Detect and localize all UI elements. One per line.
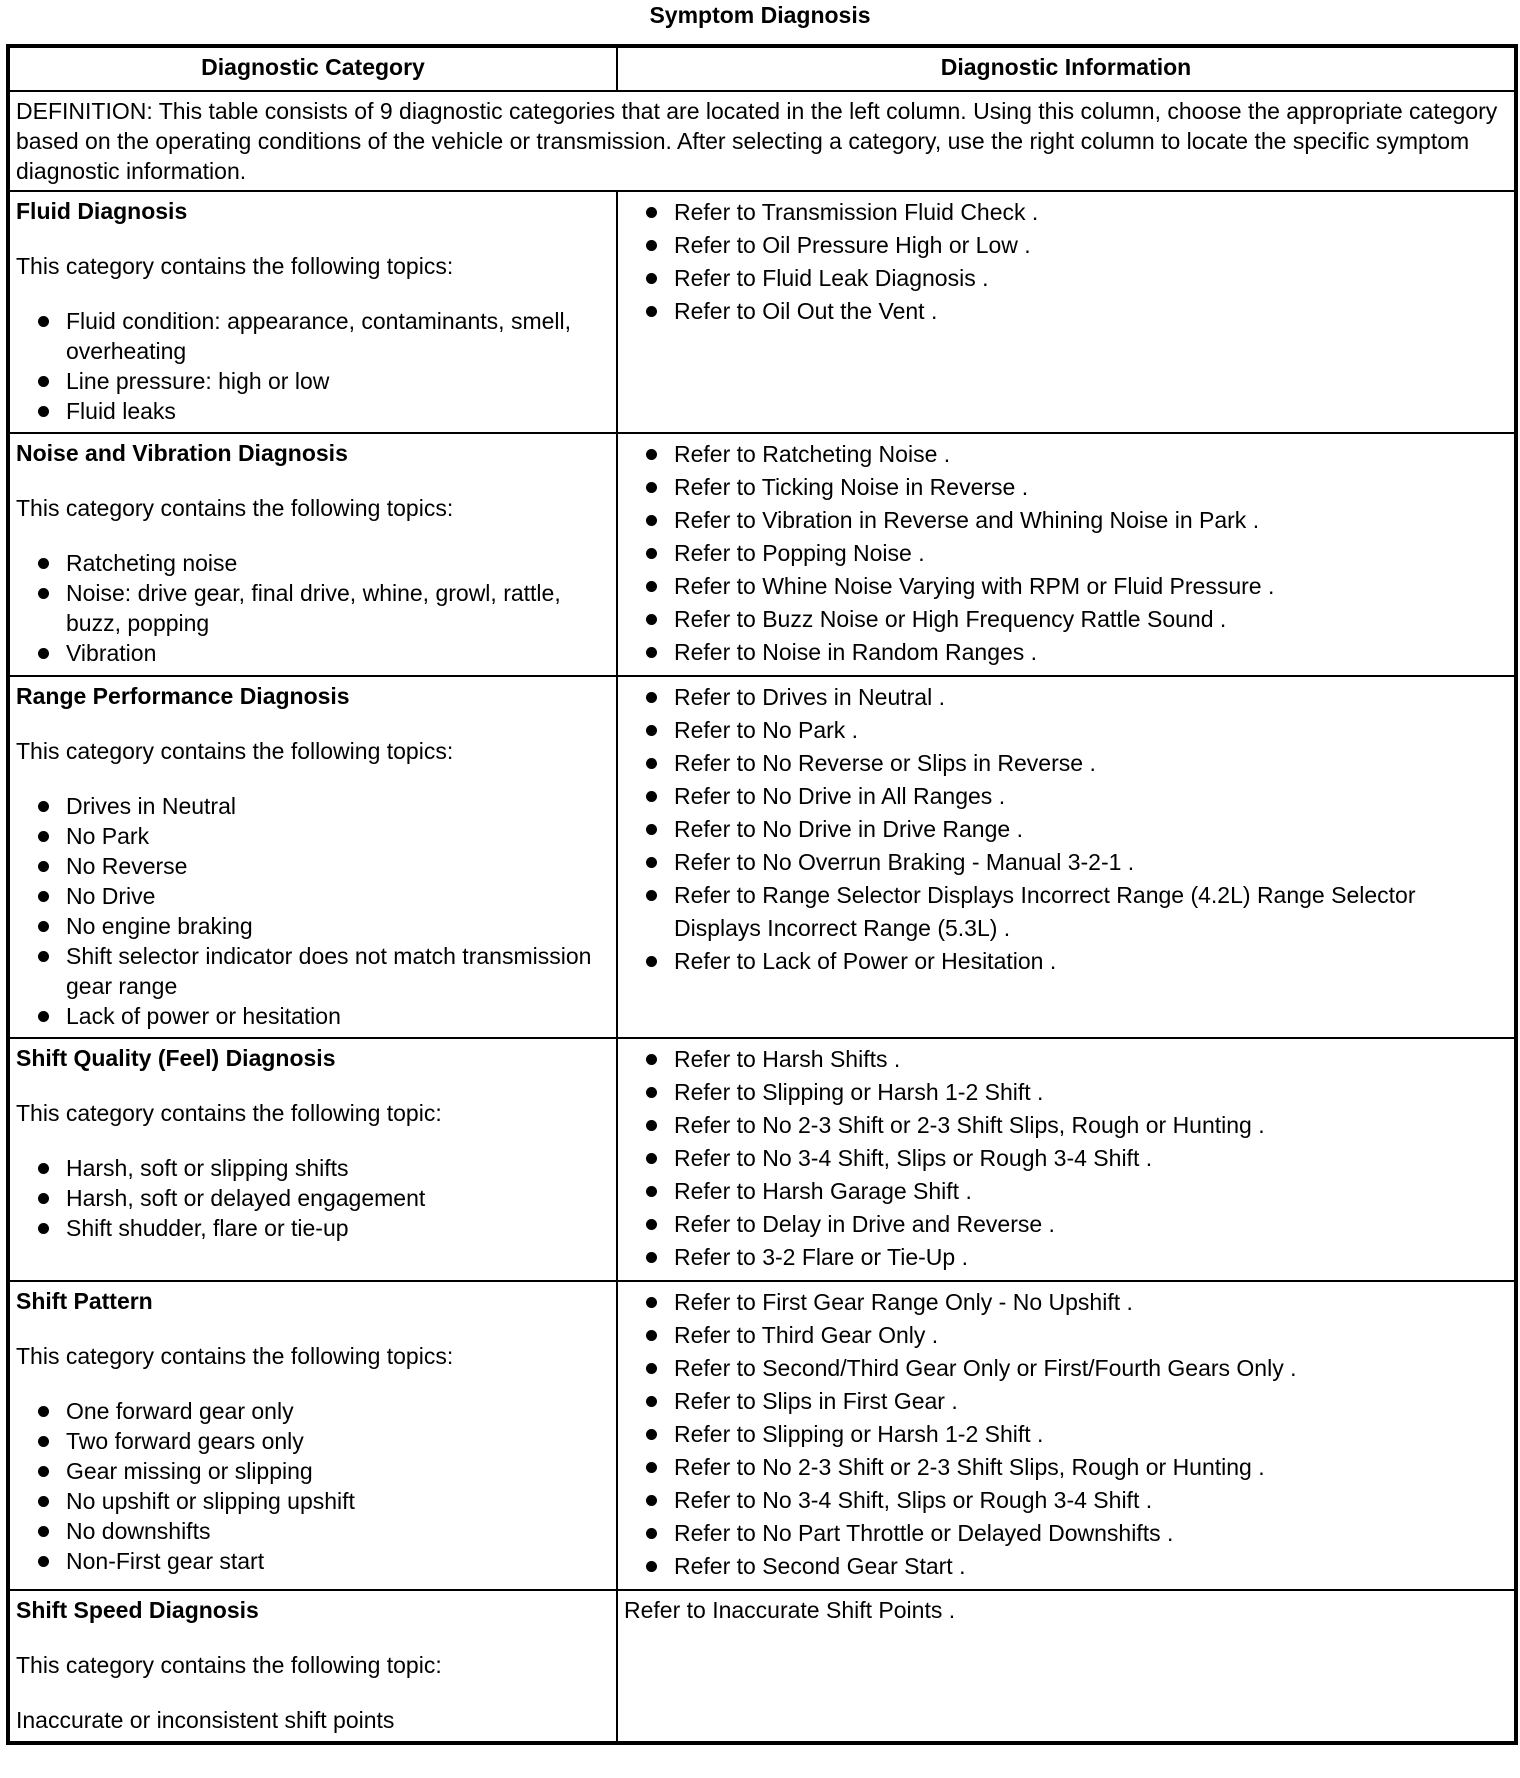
bullet-icon xyxy=(38,1163,49,1174)
topic-item xyxy=(16,1183,610,1213)
category-title: Range Performance Diagnosis xyxy=(16,683,350,709)
reference-item xyxy=(624,879,1508,945)
bullet-icon xyxy=(646,1252,657,1263)
category-intro: This category contains the following topics: xyxy=(16,1343,454,1369)
bullet-icon xyxy=(646,1429,657,1440)
reference-list xyxy=(624,438,1508,669)
topic-text: Two forward gears only xyxy=(66,1428,304,1454)
reference-text: Refer to Ticking Noise in Reverse . xyxy=(674,474,1029,500)
topic-text: Non-First gear start xyxy=(66,1548,265,1574)
reference-item xyxy=(624,196,1508,229)
bullet-icon xyxy=(646,824,657,835)
reference-item xyxy=(624,537,1508,570)
bullet-icon xyxy=(38,801,49,812)
reference-item xyxy=(624,714,1508,747)
reference-text: Refer to No Overrun Braking - Manual 3-2-1 . xyxy=(674,849,1135,875)
reference-text: Refer to No Part Throttle or Delayed Downshifts . xyxy=(674,1520,1174,1546)
topic-text: Line pressure: high or low xyxy=(66,368,330,394)
topic-item xyxy=(16,911,610,941)
bullet-icon xyxy=(38,588,49,599)
bullet-icon xyxy=(646,1462,657,1473)
bullet-icon xyxy=(646,725,657,736)
topic-text: No upshift or slipping upshift xyxy=(66,1488,355,1514)
bullet-icon xyxy=(38,921,49,932)
reference-item xyxy=(624,438,1508,471)
bullet-icon xyxy=(646,857,657,868)
topic-item xyxy=(16,1546,610,1576)
topic-list xyxy=(16,1396,610,1576)
reference-text: Refer to Third Gear Only . xyxy=(674,1322,939,1348)
header-diagnostic-category: Diagnostic Category xyxy=(8,46,617,91)
topic-item xyxy=(16,1456,610,1486)
topic-text: Harsh, soft or slipping shifts xyxy=(66,1155,349,1181)
reference-text: Refer to Buzz Noise or High Frequency Rattle Sound . xyxy=(674,606,1227,632)
category-intro: This category contains the following topics: xyxy=(16,495,454,521)
topic-text: No Park xyxy=(66,823,150,849)
reference-item xyxy=(624,1319,1508,1352)
bullet-icon xyxy=(646,956,657,967)
topic-item xyxy=(16,366,610,396)
topic-item xyxy=(16,1516,610,1546)
bullet-icon xyxy=(646,1153,657,1164)
topic-item xyxy=(16,1396,610,1426)
reference-text: Refer to Drives in Neutral . xyxy=(674,684,945,710)
bullet-icon xyxy=(38,1556,49,1567)
topic-list xyxy=(16,791,610,1031)
topic-item xyxy=(16,1213,610,1243)
reference-item xyxy=(624,1286,1508,1319)
category-cell xyxy=(8,1590,617,1743)
topic-item xyxy=(16,1153,610,1183)
symptom-diagnosis-table xyxy=(6,44,1518,1745)
reference-item xyxy=(624,846,1508,879)
bullet-icon xyxy=(38,648,49,659)
reference-item xyxy=(624,681,1508,714)
reference-text: Refer to Range Selector Displays Incorrect Range (4.2L) Range Selector Displays Incorrect Range (5.3L) . xyxy=(674,882,1416,941)
reference-text: Refer to Slips in First Gear . xyxy=(674,1388,958,1414)
category-intro: This category contains the following topics: xyxy=(16,253,454,279)
topic-text: No downshifts xyxy=(66,1518,211,1544)
reference-item xyxy=(624,295,1508,328)
bullet-icon xyxy=(646,647,657,658)
bullet-icon xyxy=(38,376,49,387)
reference-item xyxy=(624,504,1508,537)
reference-item xyxy=(624,1484,1508,1517)
bullet-icon xyxy=(646,273,657,284)
bullet-icon xyxy=(646,1561,657,1572)
information-cell xyxy=(617,1038,1516,1281)
reference-text: Refer to No Park . xyxy=(674,717,859,743)
reference-text: Refer to Lack of Power or Hesitation . xyxy=(674,948,1057,974)
bullet-icon xyxy=(646,1120,657,1131)
information-cell xyxy=(617,191,1516,433)
reference-item xyxy=(624,1451,1508,1484)
reference-text: Refer to Slipping or Harsh 1-2 Shift . xyxy=(674,1421,1044,1447)
bullet-icon xyxy=(38,861,49,872)
bullet-icon xyxy=(646,614,657,625)
topic-item xyxy=(16,306,610,366)
reference-text: Refer to Whine Noise Varying with RPM or Fluid Pressure . xyxy=(674,573,1275,599)
category-title: Shift Quality (Feel) Diagnosis xyxy=(16,1045,336,1071)
definition-text: DEFINITION: This table consists of 9 diagnostic categories that are located in the left column. Using this column, choose the appropriate category based on the operating conditions of the vehicle or transmission. After selecting a category, use the right column to locate the specific symptom diagnostic information. xyxy=(8,91,1516,191)
reference-item xyxy=(624,945,1508,978)
reference-text: Refer to Ratcheting Noise . xyxy=(674,441,951,467)
reference-item xyxy=(624,603,1508,636)
reference-text: Refer to Noise in Random Ranges . xyxy=(674,639,1038,665)
reference-text: Refer to Popping Noise . xyxy=(674,540,925,566)
bullet-icon xyxy=(646,1495,657,1506)
bullet-icon xyxy=(38,1526,49,1537)
reference-item xyxy=(624,1208,1508,1241)
topic-item xyxy=(16,881,610,911)
topic-text: Ratcheting noise xyxy=(66,550,238,576)
table-row xyxy=(8,433,1516,676)
reference-text: Refer to Delay in Drive and Reverse . xyxy=(674,1211,1055,1237)
bullet-icon xyxy=(38,1436,49,1447)
reference-text: Refer to Oil Pressure High or Low . xyxy=(674,232,1031,258)
reference-text: Refer to First Gear Range Only - No Upshift . xyxy=(674,1289,1133,1315)
bullet-icon xyxy=(646,482,657,493)
reference-text: Refer to Harsh Garage Shift . xyxy=(674,1178,972,1204)
reference-item xyxy=(624,570,1508,603)
topic-text: Lack of power or hesitation xyxy=(66,1003,341,1029)
information-cell xyxy=(617,1281,1516,1590)
topic-text: Fluid condition: appearance, contaminants, smell, overheating xyxy=(66,308,572,364)
topic-item xyxy=(16,578,610,638)
header-diagnostic-information: Diagnostic Information xyxy=(617,46,1516,91)
topic-item xyxy=(16,941,610,1001)
bullet-icon xyxy=(38,951,49,962)
reference-item xyxy=(624,1418,1508,1451)
reference-text: Refer to No Drive in Drive Range . xyxy=(674,816,1023,842)
category-cell xyxy=(8,1038,617,1281)
topic-text: No Drive xyxy=(66,883,156,909)
reference-text: Refer to Second Gear Start . xyxy=(674,1553,966,1579)
bullet-icon xyxy=(38,1406,49,1417)
reference-list xyxy=(624,1286,1508,1583)
reference-text: Refer to Second/Third Gear Only or First/Fourth Gears Only . xyxy=(674,1355,1297,1381)
bullet-icon xyxy=(646,1297,657,1308)
reference-item xyxy=(624,1241,1508,1274)
reference-item xyxy=(624,1076,1508,1109)
information-cell xyxy=(617,433,1516,676)
topic-item xyxy=(16,791,610,821)
reference-item xyxy=(624,471,1508,504)
bullet-icon xyxy=(38,1466,49,1477)
reference-list xyxy=(624,681,1508,978)
reference-text: Refer to 3-2 Flare or Tie-Up . xyxy=(674,1244,968,1270)
bullet-icon xyxy=(646,1219,657,1230)
bullet-icon xyxy=(38,1011,49,1022)
category-cell xyxy=(8,191,617,433)
category-cell xyxy=(8,676,617,1038)
reference-text: Refer to No 2-3 Shift or 2-3 Shift Slips, Rough or Hunting . xyxy=(674,1454,1265,1480)
bullet-icon xyxy=(646,1396,657,1407)
reference-item xyxy=(624,813,1508,846)
category-title: Shift Speed Diagnosis xyxy=(16,1597,259,1623)
category-intro: This category contains the following topics: xyxy=(16,738,454,764)
reference-text: Refer to No 3-4 Shift, Slips or Rough 3-4 Shift . xyxy=(674,1487,1153,1513)
bullet-icon xyxy=(646,1330,657,1341)
topic-item xyxy=(16,638,610,668)
reference-item xyxy=(624,1175,1508,1208)
topic-item xyxy=(16,1001,610,1031)
topic-text: Vibration xyxy=(66,640,157,666)
topic-text: Fluid leaks xyxy=(66,398,176,424)
bullet-icon xyxy=(646,692,657,703)
reference-text: Refer to Fluid Leak Diagnosis . xyxy=(674,265,989,291)
category-title: Noise and Vibration Diagnosis xyxy=(16,440,348,466)
category-cell xyxy=(8,1281,617,1590)
topic-text: Noise: drive gear, final drive, whine, growl, rattle, buzz, popping xyxy=(66,580,561,636)
reference-text: Refer to No Reverse or Slips in Reverse . xyxy=(674,750,1096,776)
bullet-icon xyxy=(38,1496,49,1507)
reference-item xyxy=(624,747,1508,780)
reference-item xyxy=(624,262,1508,295)
bullet-icon xyxy=(646,240,657,251)
reference-text: Refer to Harsh Shifts . xyxy=(674,1046,901,1072)
category-intro: This category contains the following topic: xyxy=(16,1100,442,1126)
bullet-icon xyxy=(646,791,657,802)
topic-list xyxy=(16,1153,610,1243)
table-header-row xyxy=(8,46,1516,91)
bullet-icon xyxy=(646,581,657,592)
topic-text: Drives in Neutral xyxy=(66,793,236,819)
bullet-icon xyxy=(38,1223,49,1234)
reference-text: Refer to Transmission Fluid Check . xyxy=(674,199,1039,225)
reference-text: Refer to No 3-4 Shift, Slips or Rough 3-4 Shift . xyxy=(674,1145,1153,1171)
bullet-icon xyxy=(38,831,49,842)
category-intro: This category contains the following topic: xyxy=(16,1652,442,1678)
bullet-icon xyxy=(646,207,657,218)
topic-text: Inaccurate or inconsistent shift points xyxy=(16,1707,395,1733)
bullet-icon xyxy=(646,890,657,901)
reference-item xyxy=(624,1109,1508,1142)
information-cell xyxy=(617,676,1516,1038)
reference-item xyxy=(624,1550,1508,1583)
table-row xyxy=(8,1281,1516,1590)
category-cell xyxy=(8,433,617,676)
topic-text: No engine braking xyxy=(66,913,253,939)
reference-text: Refer to No 2-3 Shift or 2-3 Shift Slips, Rough or Hunting . xyxy=(674,1112,1265,1138)
topic-item xyxy=(16,1426,610,1456)
reference-item xyxy=(624,1385,1508,1418)
category-title: Fluid Diagnosis xyxy=(16,198,188,224)
document-title: Symptom Diagnosis xyxy=(649,2,871,28)
category-title: Shift Pattern xyxy=(16,1288,153,1314)
reference-list xyxy=(624,196,1508,328)
reference-item xyxy=(624,229,1508,262)
topic-item xyxy=(16,548,610,578)
bullet-icon xyxy=(646,1087,657,1098)
information-cell xyxy=(617,1590,1516,1743)
bullet-icon xyxy=(646,1186,657,1197)
topic-text: Harsh, soft or delayed engagement xyxy=(66,1185,426,1211)
reference-text: Refer to No Drive in All Ranges . xyxy=(674,783,1006,809)
reference-item xyxy=(624,780,1508,813)
bullet-icon xyxy=(38,558,49,569)
topic-text: One forward gear only xyxy=(66,1398,294,1424)
bullet-icon xyxy=(646,1054,657,1065)
reference-text: Refer to Oil Out the Vent . xyxy=(674,298,938,324)
reference-text: Refer to Slipping or Harsh 1-2 Shift . xyxy=(674,1079,1044,1105)
table-row xyxy=(8,1038,1516,1281)
bullet-icon xyxy=(38,406,49,417)
bullet-icon xyxy=(646,306,657,317)
topic-item xyxy=(16,1486,610,1516)
table-row xyxy=(8,676,1516,1038)
bullet-icon xyxy=(646,548,657,559)
bullet-icon xyxy=(38,891,49,902)
bullet-icon xyxy=(38,1193,49,1204)
table-row xyxy=(8,1590,1516,1743)
topic-text: Gear missing or slipping xyxy=(66,1458,313,1484)
topic-text: No Reverse xyxy=(66,853,188,879)
topic-item xyxy=(16,821,610,851)
table-row xyxy=(8,191,1516,433)
definition-row xyxy=(8,91,1516,191)
reference-item xyxy=(624,636,1508,669)
reference-list xyxy=(624,1043,1508,1274)
topic-text: Shift shudder, flare or tie-up xyxy=(66,1215,349,1241)
reference-item xyxy=(624,1142,1508,1175)
bullet-icon xyxy=(646,1363,657,1374)
topic-item xyxy=(16,851,610,881)
reference-item xyxy=(624,1352,1508,1385)
bullet-icon xyxy=(646,515,657,526)
bullet-icon xyxy=(38,316,49,327)
bullet-icon xyxy=(646,1528,657,1539)
topic-list xyxy=(16,306,610,426)
topic-item xyxy=(16,396,610,426)
bullet-icon xyxy=(646,758,657,769)
topic-list xyxy=(16,548,610,668)
reference-item xyxy=(624,1517,1508,1550)
reference-item xyxy=(624,1043,1508,1076)
reference-text: Refer to Inaccurate Shift Points . xyxy=(624,1597,956,1623)
topic-text: Shift selector indicator does not match transmission gear range xyxy=(66,943,592,999)
bullet-icon xyxy=(646,449,657,460)
reference-text: Refer to Vibration in Reverse and Whining Noise in Park . xyxy=(674,507,1260,533)
